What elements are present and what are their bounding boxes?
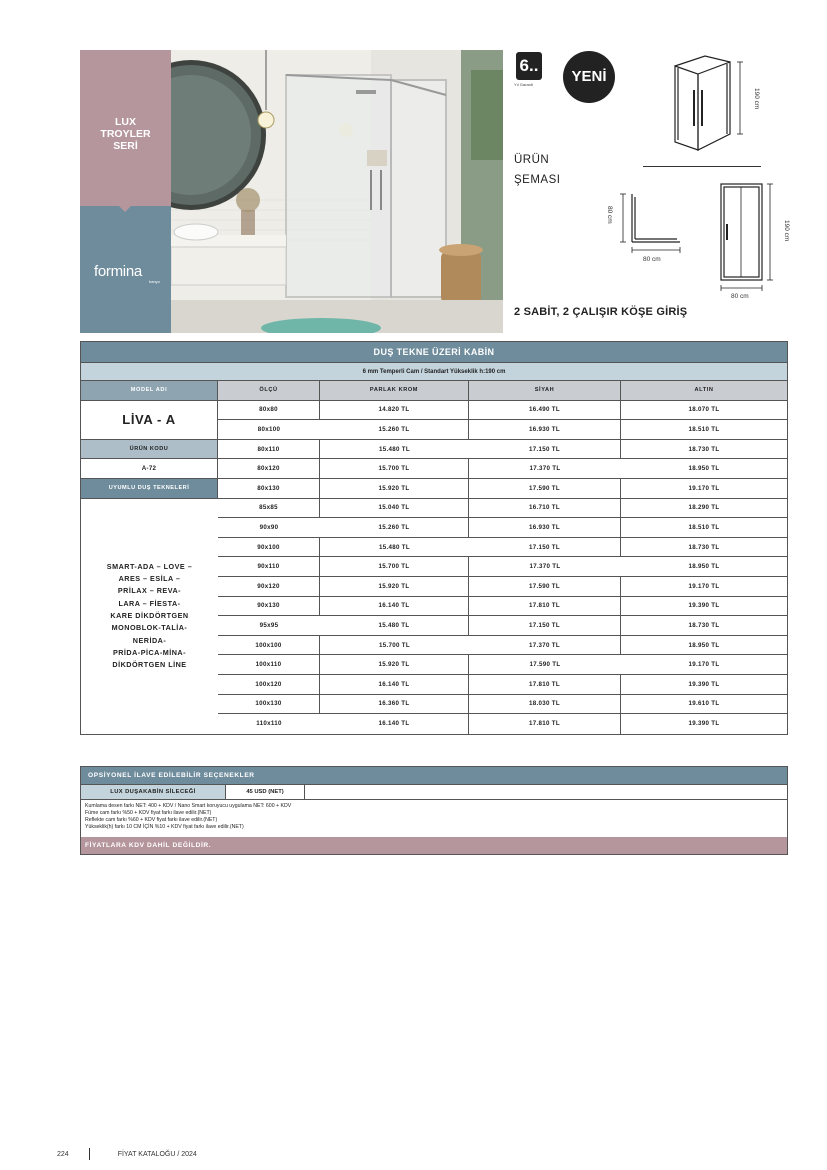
row-price-chrome: 16.140 TL: [320, 714, 469, 734]
row-size: 90x100: [218, 538, 320, 558]
row-size: 90x120: [218, 577, 320, 597]
catalog-name: FİYAT KATALOĞU / 2024: [117, 1150, 197, 1158]
row-price-gold: 18.070 TL: [621, 401, 787, 421]
row-size: 80x120: [218, 459, 320, 479]
note-line: Yükseklik(h) farkı 10 CM İÇİN %10 + KDV fiyat farkı ilave edilir.(NET): [85, 824, 244, 830]
warranty-sub: Yıl Garanti: [514, 82, 533, 87]
options-title: OPSİYONEL İLAVE EDİLEBİLİR SEÇENEKLER: [81, 767, 787, 784]
row-size: 80x110: [218, 440, 320, 460]
header-chrome: PARLAK KROM: [320, 381, 469, 401]
footer-divider: [89, 1148, 90, 1160]
new-badge: YENİ: [563, 51, 615, 103]
row-size: 90x90: [218, 518, 320, 538]
note-line: Reflekte cam farkı %60 + KDV fiyat farkı ilave edilir.(NET): [85, 817, 218, 823]
row-price-chrome: 15.920 TL: [320, 655, 469, 675]
header-size: ÖLÇÜ: [218, 381, 320, 401]
row-price-black: 16.930 TL: [469, 518, 621, 538]
row-price-black: 17.810 TL: [469, 597, 621, 617]
header-black: SİYAH: [469, 381, 621, 401]
row-price-gold: 19.170 TL: [621, 655, 787, 675]
row-size: 85x85: [218, 499, 320, 519]
dim-front-width: 80 cm: [731, 293, 749, 300]
compat-label: UYUMLU DUŞ TEKNELERİ: [81, 479, 218, 499]
brand-logo-sub: banyo: [149, 279, 160, 284]
page-number: 224: [57, 1150, 69, 1158]
row-price-black: 17.370 TL: [469, 557, 621, 577]
row-size: 100x110: [218, 655, 320, 675]
row-size: 90x110: [218, 557, 320, 577]
product-code: A-72: [81, 459, 218, 479]
dim-plan-width: 80 cm: [643, 256, 661, 263]
brand-notch: [118, 205, 132, 212]
dim-front-height: 190 cm: [783, 220, 790, 242]
row-price-black: 16.710 TL: [469, 499, 621, 519]
brand-logo: formina: [94, 263, 142, 280]
row-price-gold: 19.170 TL: [621, 479, 787, 499]
row-price-gold: 19.170 TL: [621, 577, 787, 597]
row-price-gold: 19.610 TL: [621, 695, 787, 715]
row-price-black: 17.370 TL: [469, 636, 621, 656]
price-grid: [81, 380, 787, 734]
row-size: 95x95: [218, 616, 320, 636]
row-price-black: 17.370 TL: [469, 459, 621, 479]
row-price-black: 17.590 TL: [469, 479, 621, 499]
dim-plan-depth: 80 cm: [606, 206, 613, 224]
row-price-gold: 18.730 TL: [621, 440, 787, 460]
row-price-gold: 19.390 TL: [621, 597, 787, 617]
row-price-chrome: 16.360 TL: [320, 695, 469, 715]
row-size: 80x100: [218, 420, 320, 440]
row-price-chrome: 15.480 TL: [320, 616, 469, 636]
row-price-black: 17.150 TL: [469, 440, 621, 460]
row-price-chrome: 15.040 TL: [320, 499, 469, 519]
floor-plan: [620, 194, 680, 253]
row-price-gold: 18.730 TL: [621, 616, 787, 636]
row-size: 110x110: [256, 720, 282, 728]
row-price-gold: 18.510 TL: [621, 420, 787, 440]
warranty-badge: [514, 52, 548, 92]
header-gold: ALTIN: [621, 381, 787, 401]
product-code-label: ÜRÜN KODU: [81, 440, 218, 460]
row-price-gold: 18.730 TL: [621, 538, 787, 558]
enclosure-perspective: [675, 56, 743, 150]
row-price-gold: 18.950 TL: [621, 459, 787, 479]
row-price-chrome: 16.140 TL: [320, 675, 469, 695]
series-label: LUX TROYLER SERİ: [100, 116, 151, 152]
row-price-black: 16.930 TL: [469, 420, 621, 440]
row-price-black: 17.810 TL: [469, 714, 621, 734]
page-footer: [57, 1148, 197, 1160]
row-price-chrome: 15.920 TL: [320, 577, 469, 597]
row-price-chrome: 15.480 TL: [320, 440, 469, 460]
price-table-subtitle: 6 mm Temperli Cam / Standart Yükseklik h:190 cm: [81, 362, 787, 380]
row-size: 80x130: [218, 479, 320, 499]
option-name: LUX DUŞAKABİN SİLECEĞİ: [81, 785, 226, 799]
model-name: LİVA - A: [81, 401, 218, 440]
row-size: 90x130: [218, 597, 320, 617]
row-price-chrome: 14.820 TL: [320, 401, 469, 421]
row-price-chrome: 15.260 TL: [320, 518, 469, 538]
header-model: MODEL ADI: [81, 381, 218, 401]
vat-note: FİYATLARA KDV DAHİL DEĞİLDİR.: [81, 837, 787, 854]
row-price-black: 16.490 TL: [469, 401, 621, 421]
row-price-chrome: 15.700 TL: [320, 557, 469, 577]
warranty-number: 6..: [516, 52, 542, 80]
product-title: 2 SABİT, 2 ÇALIŞIR KÖŞE GİRİŞ: [514, 306, 688, 318]
row-price-gold: 18.950 TL: [621, 636, 787, 656]
row-price-black: 17.150 TL: [469, 538, 621, 558]
options-table: [80, 766, 788, 855]
front-view: [721, 184, 773, 291]
note-line: Füme cam farkı %50 + KDV fiyat farkı ilave edilir.(NET): [85, 810, 212, 816]
row-price-chrome: 15.700 TL: [320, 636, 469, 656]
row-price-black: 17.590 TL: [469, 577, 621, 597]
schema-label: ÜRÜN ŞEMASI: [514, 154, 561, 186]
row-price-gold: 18.290 TL: [621, 499, 787, 519]
price-table: [80, 341, 788, 735]
row-price-black: 17.810 TL: [469, 675, 621, 695]
options-notes: [81, 799, 787, 837]
row-price-chrome: 15.700 TL: [320, 459, 469, 479]
row-price-black: 17.150 TL: [469, 616, 621, 636]
note-line: Kumlama desen farkı NET: 400 + KDV / Nano Smart koruyucu uygulama NET: 600 + KDV: [85, 803, 292, 809]
row-price-black: 17.590 TL: [469, 655, 621, 675]
row-size: 100x130: [218, 695, 320, 715]
price-table-title: DUŞ TEKNE ÜZERİ KABİN: [81, 342, 787, 362]
row-price-gold: 18.950 TL: [621, 557, 787, 577]
bathroom-photo: [171, 50, 503, 333]
row-price-gold: 19.390 TL: [688, 720, 720, 728]
product-schema-diagrams: [590, 52, 800, 307]
row-price-chrome: 15.480 TL: [320, 538, 469, 558]
row-size: 100x120: [218, 675, 320, 695]
row-price-gold: 19.390 TL: [621, 675, 787, 695]
row-price-gold: 18.510 TL: [621, 518, 787, 538]
row-price-black: 18.030 TL: [469, 695, 621, 715]
compat-list: SMART-ADA – LOVE – ARES – ESİLA – PRİLAX – REVA- LARA – FİESTA- KARE DİKDÖRTGEN MONOBLOK-TALİA- NERİDA- PRİDA-PİCA-MİNA- DİKDÖRTGEN LİNE: [106, 561, 193, 670]
hero-banner: [80, 50, 503, 333]
row-price-chrome: 15.920 TL: [320, 479, 469, 499]
row-price-chrome: 15.260 TL: [320, 420, 469, 440]
dim-top-height: 190 cm: [753, 88, 760, 110]
row-price-chrome: 16.140 TL: [320, 597, 469, 617]
row-size: 100x100: [218, 636, 320, 656]
option-row: [81, 784, 787, 799]
row-size: 80x80: [218, 401, 320, 421]
series-sidebar: [80, 50, 171, 333]
option-price: 45 USD (NET): [226, 785, 305, 799]
